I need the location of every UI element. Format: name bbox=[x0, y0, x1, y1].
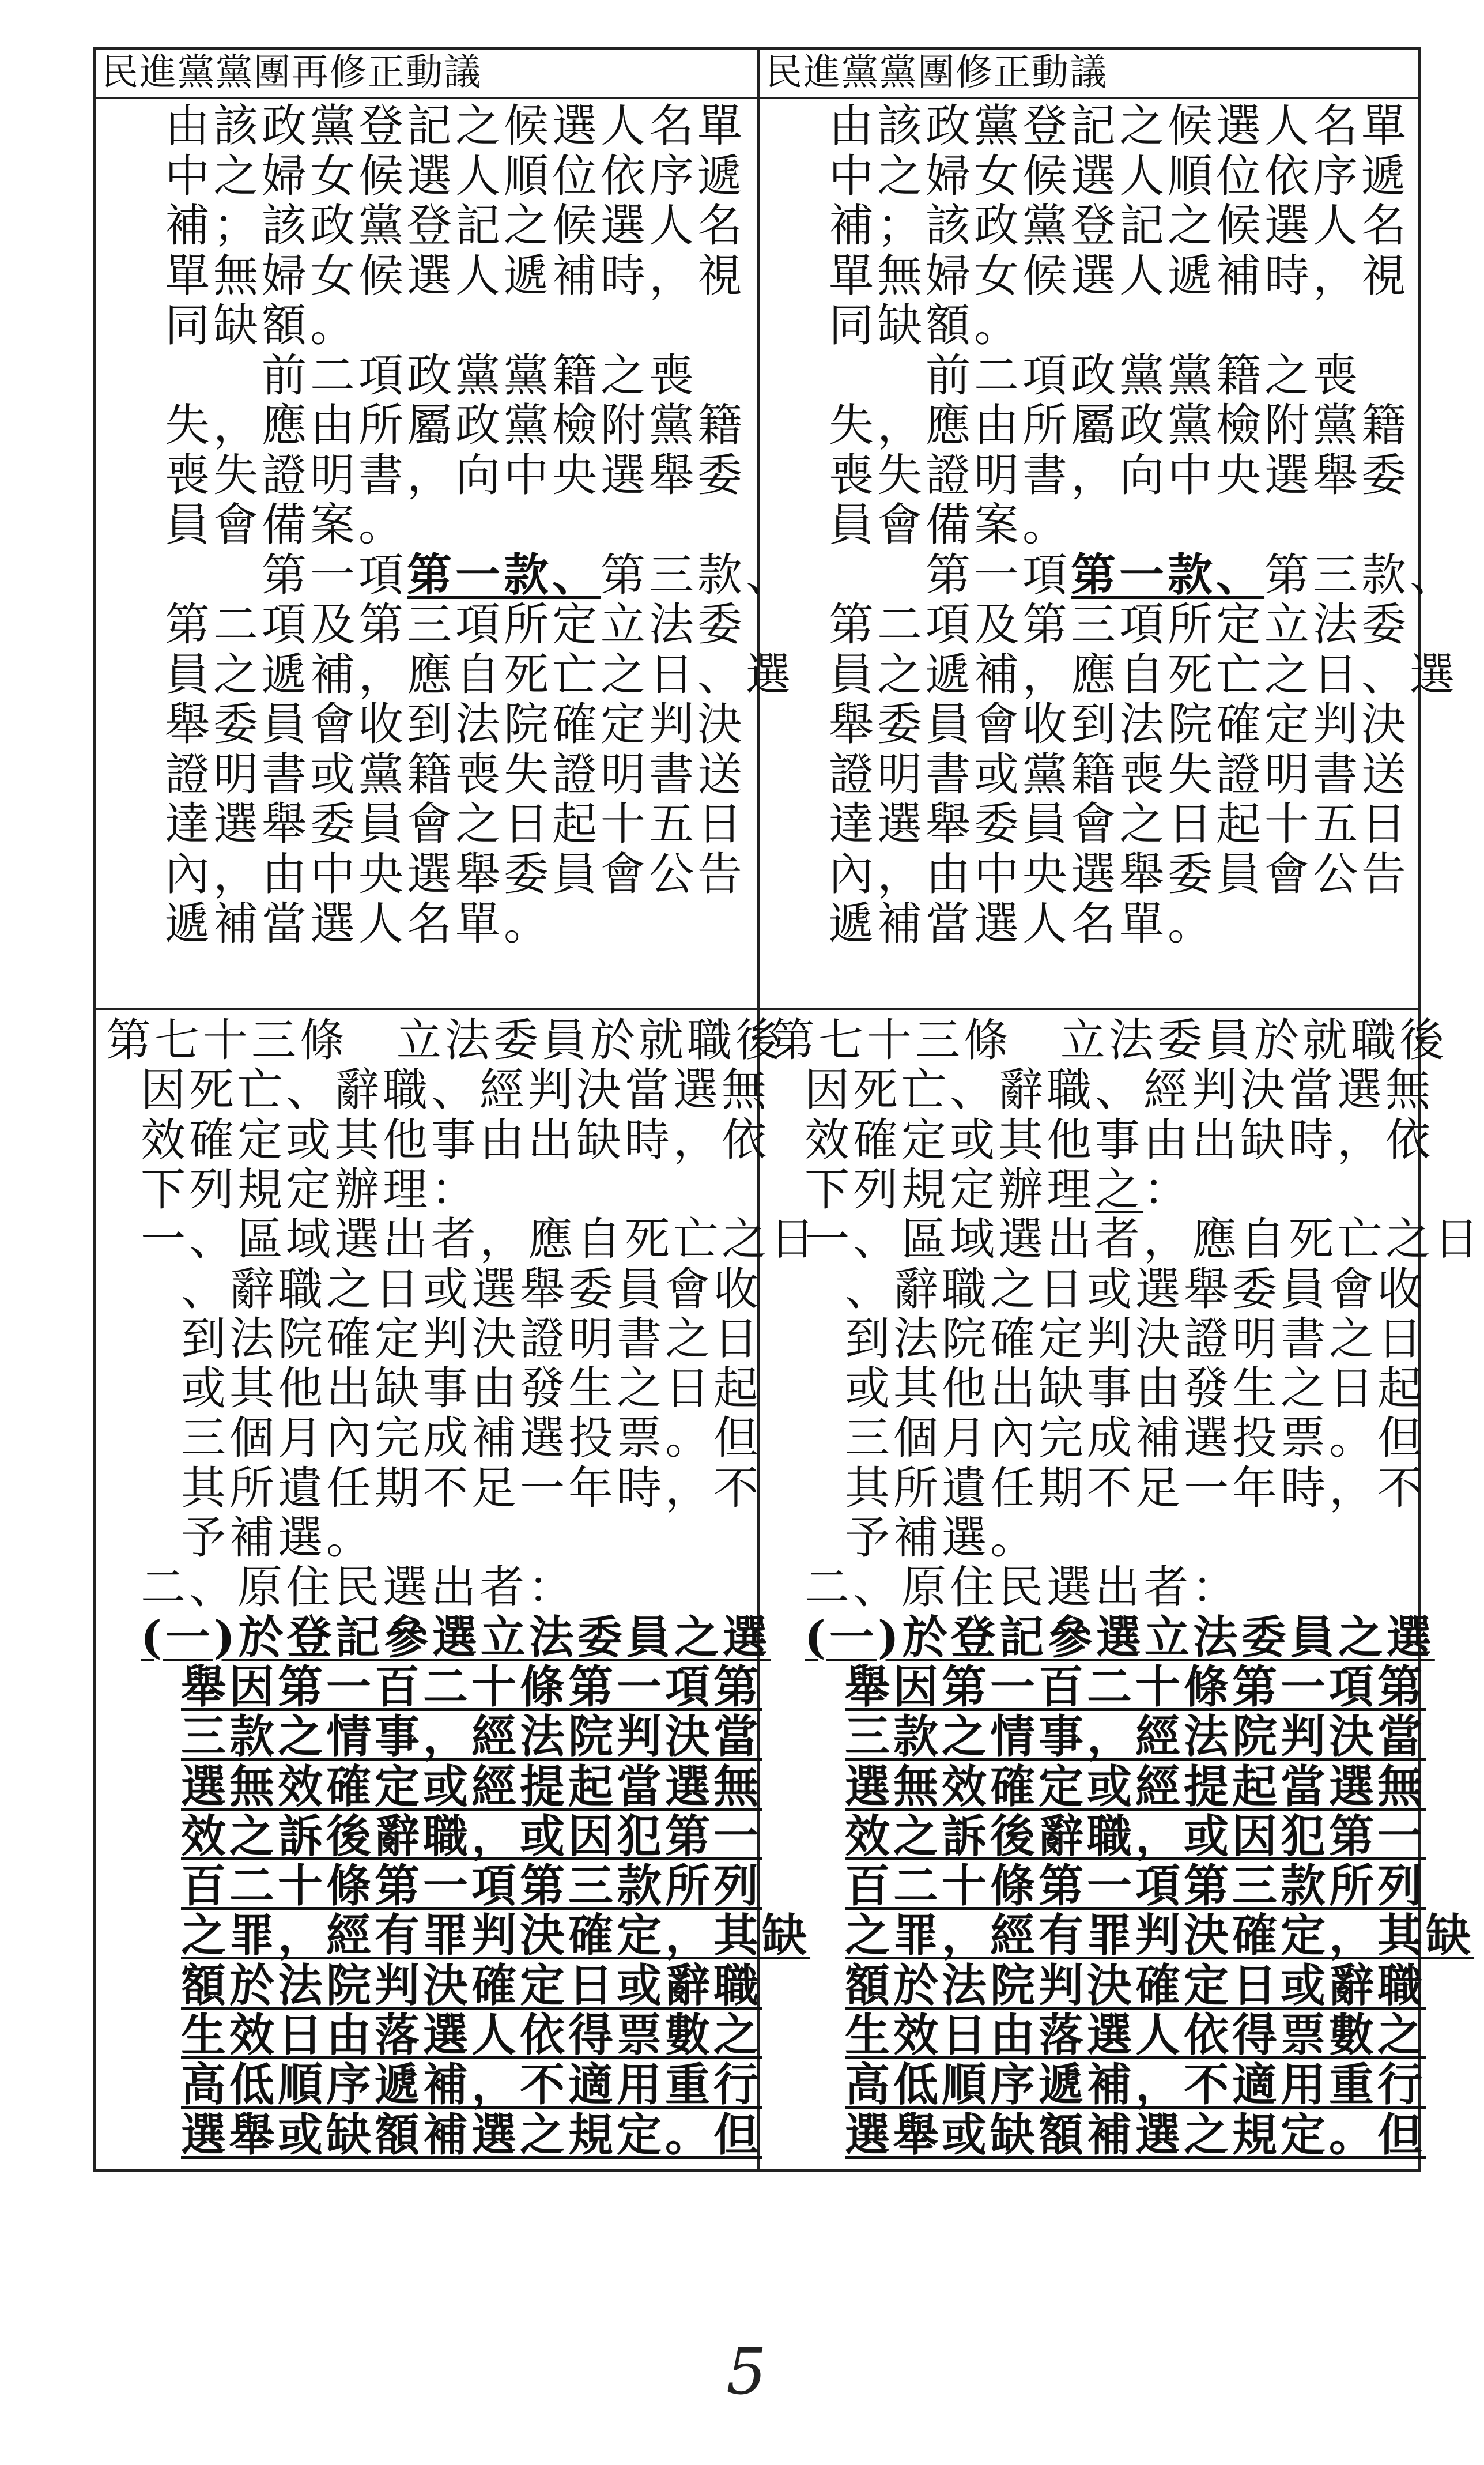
row2-left-cell bbox=[96, 1010, 819, 2172]
text-line: 第七十三條 立法委員於就職後 bbox=[770, 1015, 1448, 1066]
text-line: 補；該政黨登記之候選人名 bbox=[165, 200, 746, 252]
text-line: 其所遺任期不足一年時，不 bbox=[181, 1462, 762, 1514]
text-line: 或其他出缺事由發生之日起 bbox=[845, 1363, 1426, 1415]
text-line: 或其他出缺事由發生之日起 bbox=[181, 1363, 762, 1415]
text-line: 到法院確定判決證明書之日 bbox=[181, 1313, 762, 1365]
header-right-title: 民進黨黨團修正動議 bbox=[765, 51, 1108, 94]
text-line: 中之婦女候選人順位依序遞 bbox=[829, 150, 1410, 202]
text-line: 舉因第一百二十條第一項第 bbox=[181, 1660, 762, 1713]
text-line: 二、原住民選出者： bbox=[141, 1562, 577, 1614]
text-line: 失，應由所屬政黨檢附黨籍 bbox=[829, 399, 1410, 451]
row1-left-cell bbox=[96, 99, 795, 1008]
row1-right-cell bbox=[760, 99, 1459, 1008]
text-line: 選舉或缺額補選之規定。但 bbox=[181, 2108, 762, 2161]
text-line: 由該政黨登記之候選人名單 bbox=[829, 100, 1410, 152]
row2-right-cell bbox=[760, 1010, 1483, 2172]
text-line: 證明書或黨籍喪失證明書送 bbox=[165, 748, 746, 801]
text-line: 舉委員會收到法院確定判決 bbox=[829, 699, 1410, 751]
text-line: 單無婦女候選人遞補時，視 bbox=[165, 250, 746, 302]
text-line: 證明書或黨籍喪失證明書送 bbox=[829, 748, 1410, 801]
text-line: 三個月內完成補選投票。但 bbox=[845, 1412, 1426, 1465]
text-line: 高低順序遞補，不適用重行 bbox=[181, 2059, 762, 2112]
text-line: 百二十條第一項第三款所列 bbox=[181, 1860, 762, 1913]
text-line: 選舉或缺額補選之規定。但 bbox=[845, 2108, 1426, 2161]
text-line: 額於法院判決確定日或辭職 bbox=[845, 1959, 1426, 2012]
text-line: 第一項第一款、第三款、 bbox=[165, 548, 795, 601]
text-line: 三款之情事，經法院判決當 bbox=[181, 1710, 762, 1763]
text-line: 前二項政黨黨籍之喪 bbox=[829, 349, 1362, 402]
text-line: 效之訴後辭職，或因犯第一 bbox=[181, 1810, 762, 1863]
header-cell-left bbox=[96, 50, 757, 97]
text-line: 遞補當選人名單。 bbox=[829, 898, 1217, 950]
text-line: 百二十條第一項第三款所列 bbox=[845, 1860, 1426, 1913]
text-line: 達選舉委員會之日起十五日 bbox=[165, 798, 746, 850]
text-line: 之罪，經有罪判決確定，其缺 bbox=[181, 1909, 811, 1962]
text-line: 之罪，經有罪判決確定，其缺 bbox=[845, 1909, 1475, 1962]
text-line: 一、區域選出者，應自死亡之日 bbox=[805, 1213, 1483, 1266]
text-line: 同缺額。 bbox=[165, 300, 359, 352]
text-line: 第二項及第三項所定立法委 bbox=[829, 599, 1410, 651]
text-line: 效確定或其他事由出缺時，依 bbox=[141, 1114, 771, 1166]
text-line: 第二項及第三項所定立法委 bbox=[165, 599, 746, 651]
text-line: 遞補當選人名單。 bbox=[165, 898, 553, 950]
text-line: 補；該政黨登記之候選人名 bbox=[829, 200, 1410, 252]
text-line: 選無效確定或經提起當選無 bbox=[181, 1760, 762, 1813]
text-line: 第七十三條 立法委員於就職後 bbox=[106, 1015, 784, 1066]
text-line: (一)於登記參選立法委員之選 bbox=[141, 1611, 771, 1664]
text-line: 生效日由落選人依得票數之 bbox=[845, 2009, 1426, 2061]
text-line: 下列規定辦理： bbox=[141, 1163, 480, 1216]
text-line: 單無婦女候選人遞補時，視 bbox=[829, 250, 1410, 302]
header-cell-right bbox=[760, 50, 1421, 97]
text-line: 予補選。 bbox=[845, 1512, 1039, 1564]
text-line: 第一項第一款、第三款、 bbox=[829, 548, 1459, 601]
text-line: 予補選。 bbox=[181, 1512, 375, 1564]
text-line: 舉委員會收到法院確定判決 bbox=[165, 699, 746, 751]
text-line: 舉因第一百二十條第一項第 bbox=[845, 1660, 1426, 1713]
text-line: 一、區域選出者，應自死亡之日 bbox=[141, 1213, 819, 1266]
text-line: 額於法院判決確定日或辭職 bbox=[181, 1959, 762, 2012]
page-number: 5 bbox=[726, 2335, 766, 2409]
text-line: 喪失證明書，向中央選舉委 bbox=[829, 449, 1410, 502]
text-line: 喪失證明書，向中央選舉委 bbox=[165, 449, 746, 502]
text-line: 、辭職之日或選舉委員會收 bbox=[181, 1263, 762, 1316]
text-line: 達選舉委員會之日起十五日 bbox=[829, 798, 1410, 850]
text-line: 效之訴後辭職，或因犯第一 bbox=[845, 1810, 1426, 1863]
text-line: 生效日由落選人依得票數之 bbox=[181, 2009, 762, 2061]
text-line: 由該政黨登記之候選人名單 bbox=[165, 100, 746, 152]
text-line: (一)於登記參選立法委員之選 bbox=[805, 1611, 1435, 1664]
text-line: 、辭職之日或選舉委員會收 bbox=[845, 1263, 1426, 1316]
text-line: 中之婦女候選人順位依序遞 bbox=[165, 150, 746, 202]
text-line: 選無效確定或經提起當選無 bbox=[845, 1760, 1426, 1813]
text-line: 因死亡、辭職、經判決當選無 bbox=[805, 1064, 1434, 1117]
text-line: 失，應由所屬政黨檢附黨籍 bbox=[165, 399, 746, 451]
text-line: 二、原住民選出者： bbox=[805, 1562, 1241, 1614]
header-left-title: 民進黨黨團再修正動議 bbox=[101, 51, 482, 94]
text-line: 因死亡、辭職、經判決當選無 bbox=[141, 1064, 771, 1117]
text-line: 前二項政黨黨籍之喪 bbox=[165, 349, 698, 402]
text-line: 員之遞補，應自死亡之日、選 bbox=[165, 649, 795, 701]
text-line: 三個月內完成補選投票。但 bbox=[181, 1412, 762, 1465]
text-line: 三款之情事，經法院判決當 bbox=[845, 1710, 1426, 1763]
text-line: 同缺額。 bbox=[829, 300, 1023, 352]
comparison-table bbox=[93, 47, 1483, 2172]
text-line: 內，由中央選舉委員會公告 bbox=[165, 848, 746, 900]
text-line: 效確定或其他事由出缺時，依 bbox=[805, 1114, 1434, 1166]
text-line: 到法院確定判決證明書之日 bbox=[845, 1313, 1426, 1365]
text-line: 下列規定辦理之： bbox=[805, 1163, 1192, 1216]
text-line: 內，由中央選舉委員會公告 bbox=[829, 848, 1410, 900]
text-line: 員會備案。 bbox=[829, 499, 1071, 551]
text-line: 其所遺任期不足一年時，不 bbox=[845, 1462, 1426, 1514]
text-line: 員之遞補，應自死亡之日、選 bbox=[829, 649, 1459, 701]
text-line: 員會備案。 bbox=[165, 499, 407, 551]
text-line: 高低順序遞補，不適用重行 bbox=[845, 2059, 1426, 2112]
